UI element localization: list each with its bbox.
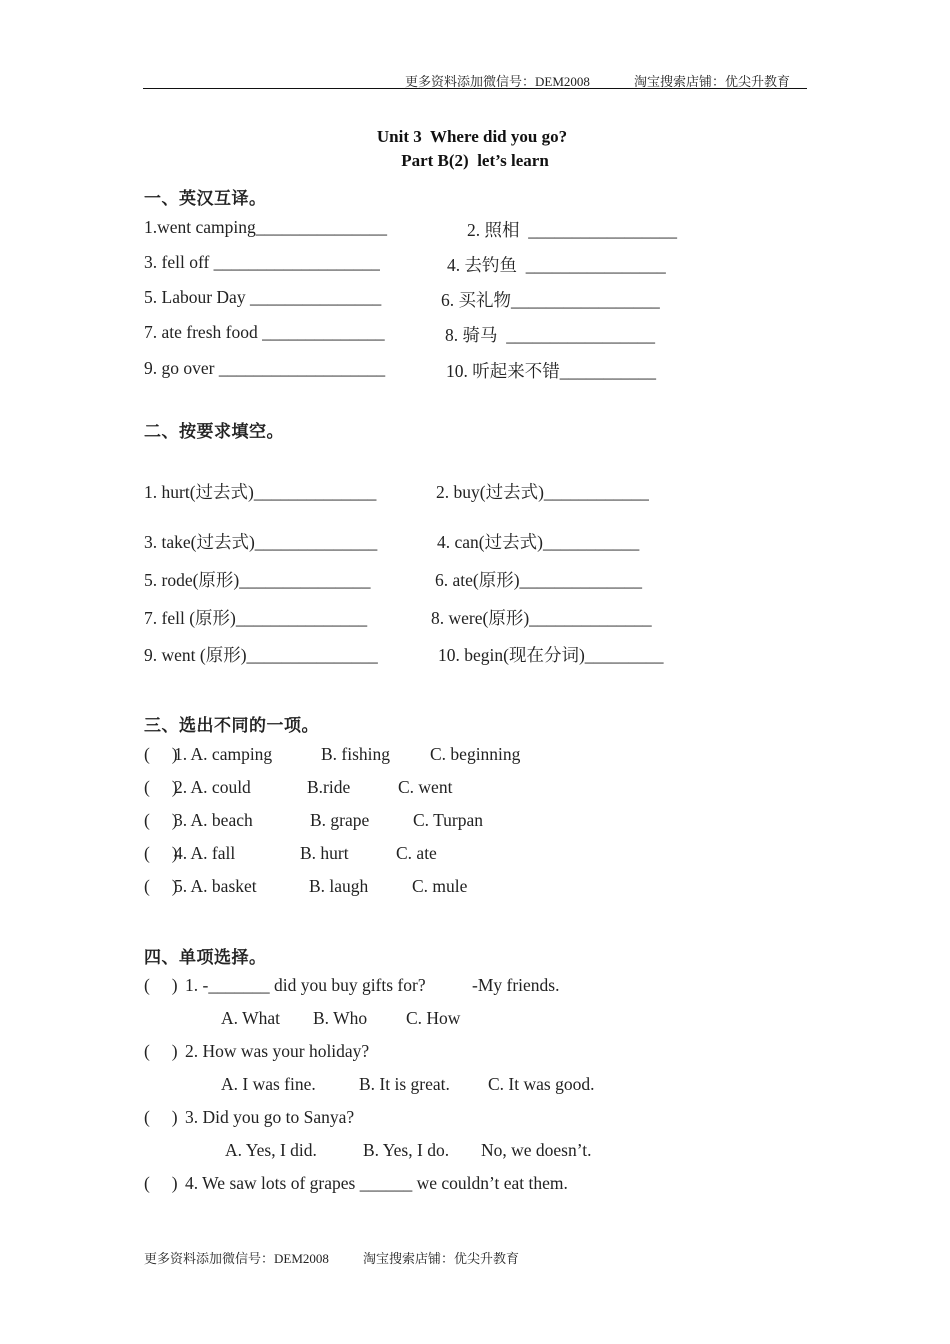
s4-q4-text: 4. We saw lots of grapes ______ we couldn’t eat them. — [185, 1173, 568, 1193]
s3-q2-option-b: B.ride — [307, 777, 351, 797]
s4-q2-text: 2. How was your holiday? — [185, 1041, 370, 1061]
s4-q1-text: 1. -_______ did you buy gifts for? — [185, 975, 426, 995]
s1-item-9: 9. go over ___________________ — [144, 358, 386, 378]
s4-q1-option-a: A. What — [221, 1008, 280, 1028]
s4-q1-option-c: C. How — [406, 1008, 461, 1028]
s4-q4-bracket[interactable]: ( ) — [144, 1173, 178, 1193]
s2-item-8: 8. were(原形)______________ — [431, 608, 652, 628]
s3-q4-option-c: C. ate — [396, 843, 437, 863]
s2-item-10: 10. begin(现在分词)_________ — [438, 645, 664, 665]
s3-q4-option-a: 4. A. fall — [174, 843, 236, 863]
s3-q4-bracket[interactable]: ( ) — [144, 843, 178, 863]
section-4-heading: 四、单项选择。 — [144, 948, 267, 968]
s4-q1-answer: -My friends. — [472, 975, 560, 995]
s4-q3-bracket[interactable]: ( ) — [144, 1107, 178, 1127]
s4-q3-text: 3. Did you go to Sanya? — [185, 1107, 355, 1127]
s1-item-4: 4. 去钓鱼 ________________ — [447, 255, 666, 275]
header-rule — [143, 88, 807, 89]
header-wechat: 更多资料添加微信号：DEM2008 — [405, 74, 590, 89]
s1-item-1: 1.went camping_______________ — [144, 217, 388, 237]
s2-item-2: 2. buy(过去式)____________ — [436, 482, 649, 502]
s4-q3-option-c: No, we doesn’t. — [481, 1140, 592, 1160]
footer-wechat: 更多资料添加微信号：DEM2008 — [144, 1251, 329, 1266]
s3-q4-option-b: B. hurt — [300, 843, 349, 863]
s3-q5-option-b: B. laugh — [309, 876, 369, 896]
section-2-heading: 二、按要求填空。 — [144, 422, 284, 442]
s4-q2-bracket[interactable]: ( ) — [144, 1041, 178, 1061]
section-3-heading: 三、选出不同的一项。 — [144, 716, 319, 736]
s3-q5-bracket[interactable]: ( ) — [144, 876, 178, 896]
s1-item-8: 8. 骑马 _________________ — [445, 325, 655, 345]
page-title: Unit 3 Where did you go? — [376, 127, 568, 146]
s2-item-9: 9. went (原形)_______________ — [144, 645, 378, 665]
s2-item-4: 4. can(过去式)___________ — [437, 532, 640, 552]
s4-q1-bracket[interactable]: ( ) — [144, 975, 178, 995]
s4-q2-option-b: B. It is great. — [359, 1074, 450, 1094]
s1-item-6: 6. 买礼物_________________ — [441, 290, 660, 310]
s2-item-5: 5. rode(原形)_______________ — [144, 570, 371, 590]
s1-item-2: 2. 照相 _________________ — [467, 220, 677, 240]
s2-item-7: 7. fell (原形)_______________ — [144, 608, 368, 628]
s2-item-1: 1. hurt(过去式)______________ — [144, 482, 377, 502]
s4-q2-option-c: C. It was good. — [488, 1074, 595, 1094]
s3-q3-bracket[interactable]: ( ) — [144, 810, 178, 830]
s4-q1-option-b: B. Who — [313, 1008, 368, 1028]
s1-item-7: 7. ate fresh food ______________ — [144, 322, 385, 342]
s2-item-3: 3. take(过去式)______________ — [144, 532, 378, 552]
section-1-heading: 一、英汉互译。 — [144, 189, 267, 209]
s3-q1-option-c: C. beginning — [430, 744, 521, 764]
s1-item-10: 10. 听起来不错___________ — [446, 361, 656, 381]
s3-q3-option-c: C. Turpan — [413, 810, 484, 830]
s3-q1-bracket[interactable]: ( ) — [144, 744, 178, 764]
s4-q3-option-b: B. Yes, I do. — [363, 1140, 450, 1160]
s3-q5-option-c: C. mule — [412, 876, 468, 896]
s3-q1-option-a: 1. A. camping — [174, 744, 273, 764]
s4-q2-option-a: A. I was fine. — [221, 1074, 316, 1094]
s3-q2-option-a: 2. A. could — [174, 777, 251, 797]
page-subtitle: Part B(2) let’s learn — [401, 151, 549, 170]
s3-q2-option-c: C. went — [398, 777, 453, 797]
s2-item-6: 6. ate(原形)______________ — [435, 570, 643, 590]
s3-q3-option-a: 3. A. beach — [174, 810, 253, 830]
header-taobao: 淘宝搜索店铺：优尖升教育 — [634, 74, 791, 89]
s1-item-5: 5. Labour Day _______________ — [144, 287, 382, 307]
s4-q3-option-a: A. Yes, I did. — [225, 1140, 317, 1160]
s3-q5-option-a: 5. A. basket — [174, 876, 257, 896]
footer-taobao: 淘宝搜索店铺：优尖升教育 — [363, 1251, 520, 1266]
s3-q1-option-b: B. fishing — [321, 744, 391, 764]
s3-q3-option-b: B. grape — [310, 810, 370, 830]
s3-q2-bracket[interactable]: ( ) — [144, 777, 178, 797]
s1-item-3: 3. fell off ___________________ — [144, 252, 380, 272]
